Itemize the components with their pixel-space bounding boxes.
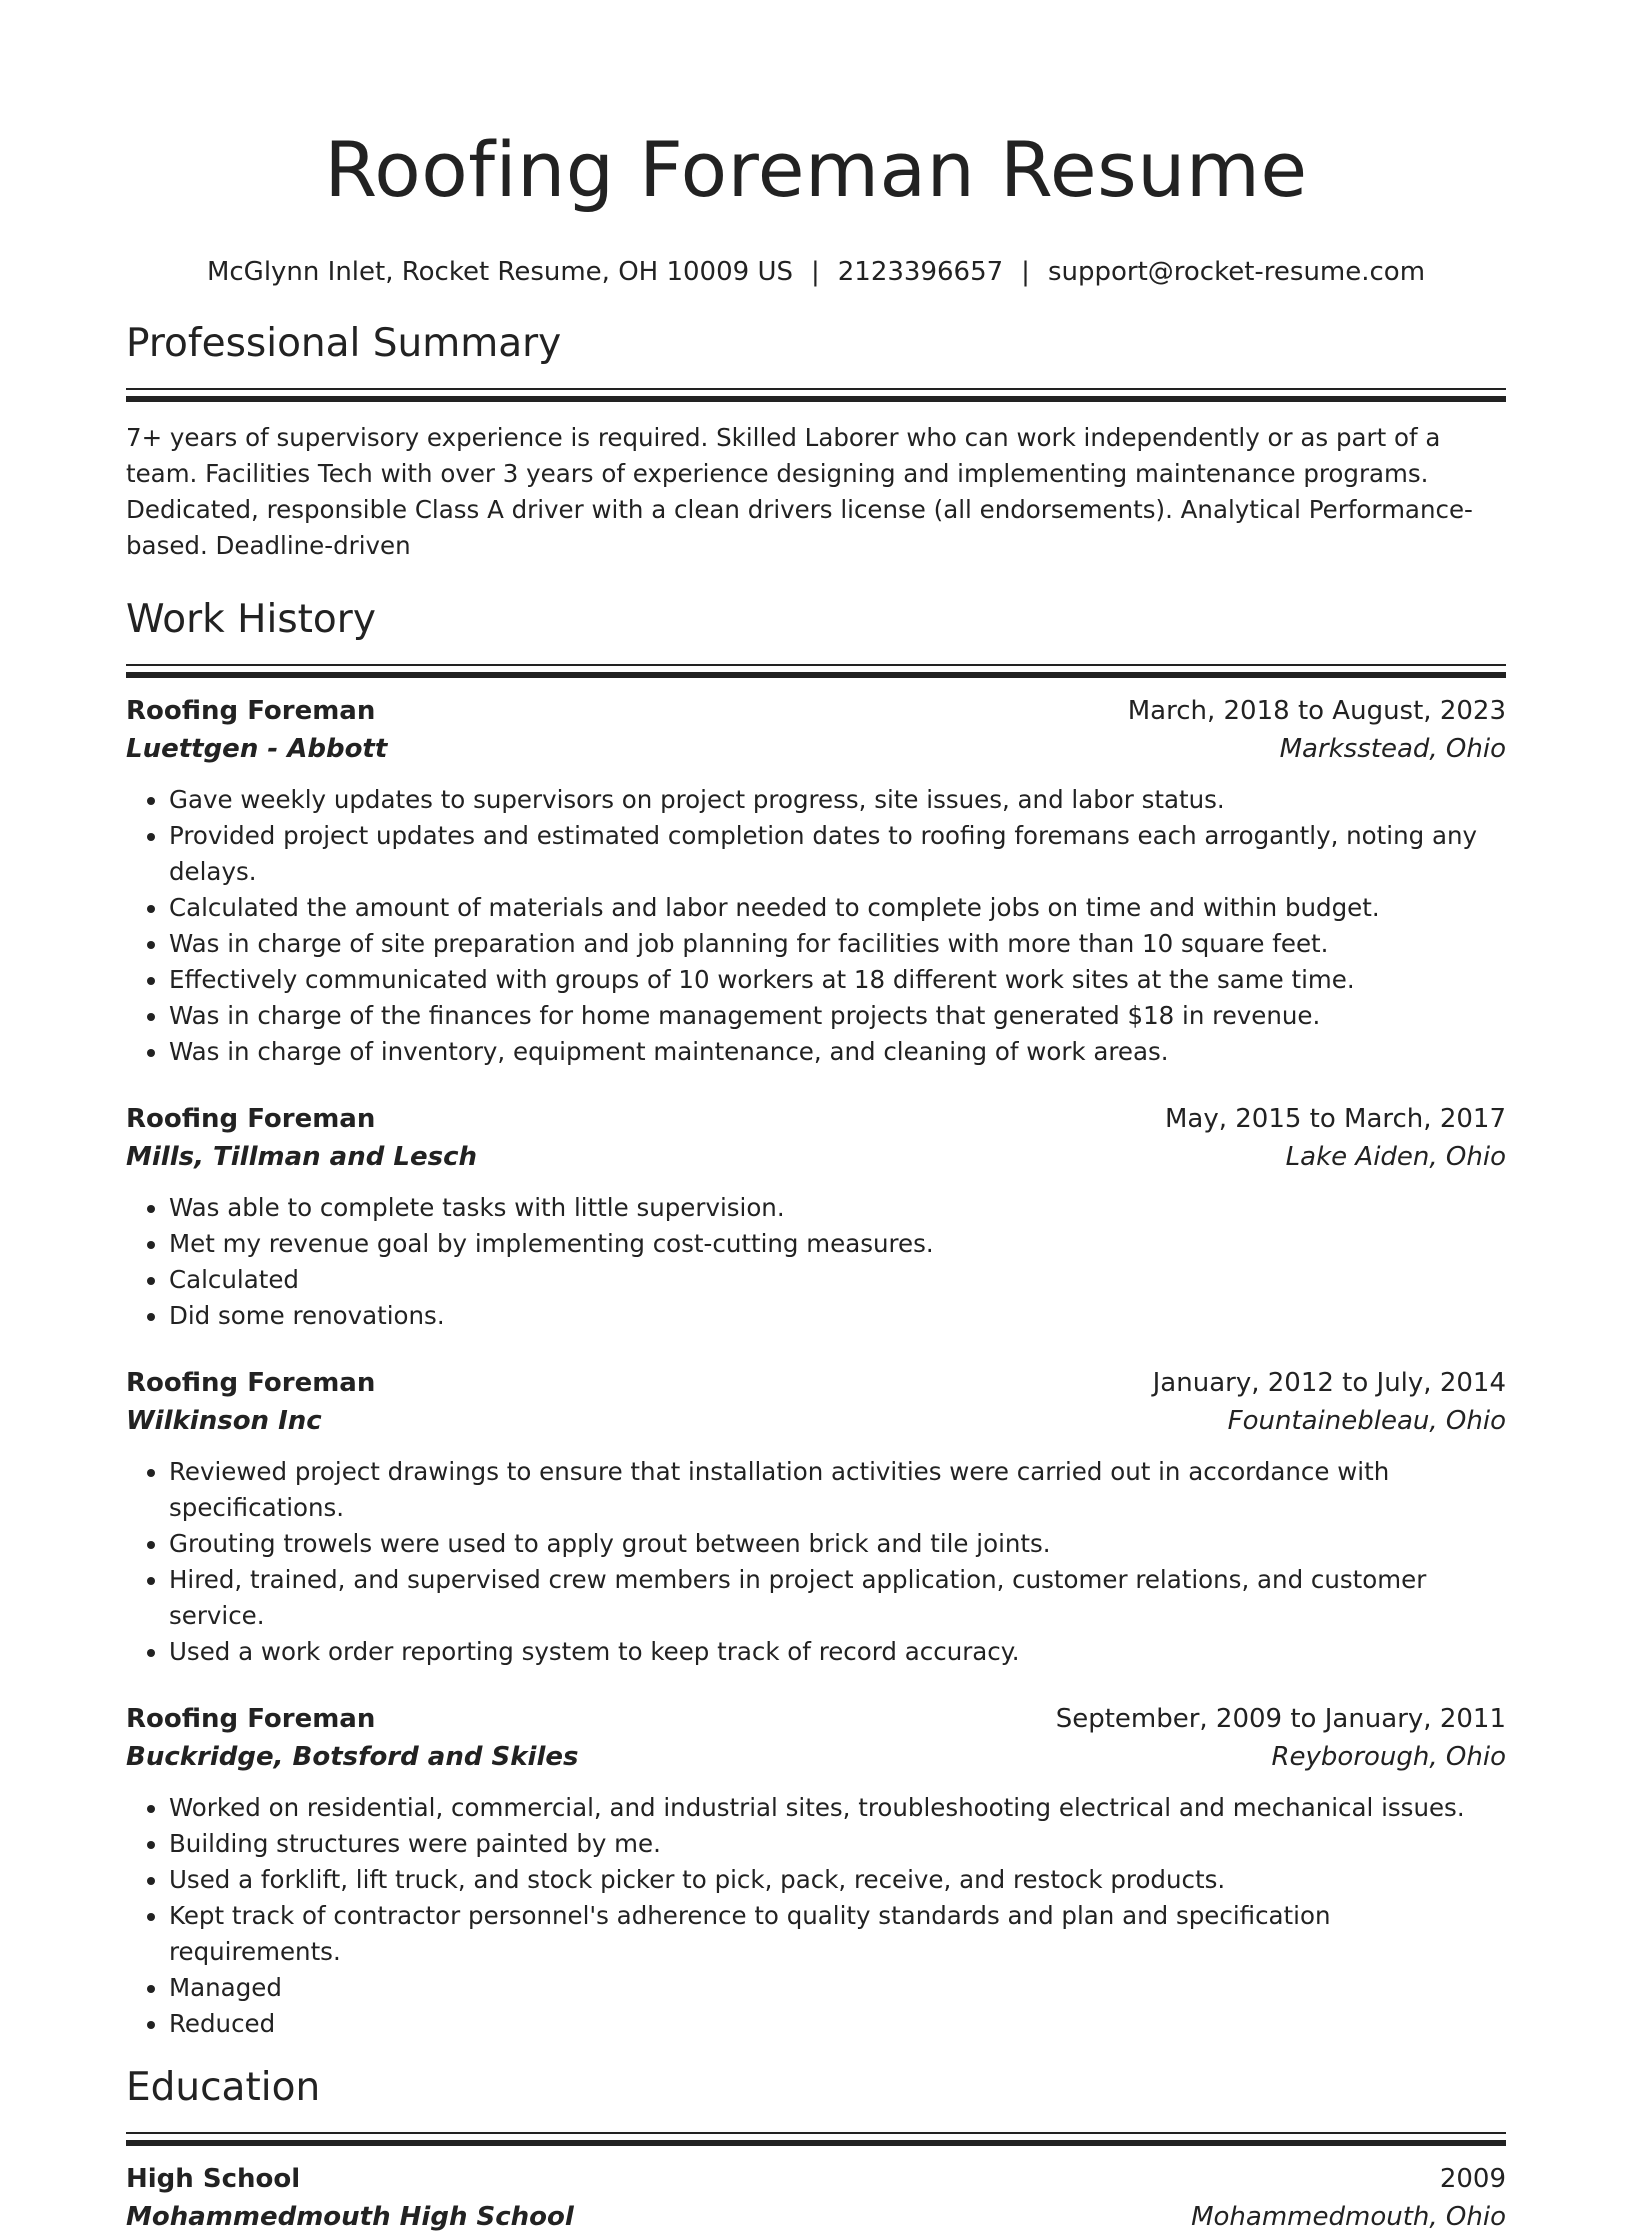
job-subheader xyxy=(126,1402,1506,1440)
job-header xyxy=(126,1700,1506,1738)
job-bullet: • Reduced xyxy=(169,2006,1506,2042)
education-subheader xyxy=(126,2198,1506,2236)
job-company: Wilkinson Inc xyxy=(126,1406,322,1436)
job-bullet: • Calculated xyxy=(169,1262,1506,1298)
job-location: Reyborough, Ohio xyxy=(1271,1742,1506,1772)
job-bullets xyxy=(126,1454,1506,1670)
job-title: Roofing Foreman xyxy=(126,1704,376,1734)
job-bullet: • Worked on residential, commercial, and industrial sites, troubleshooting electrical and mechanical issues. xyxy=(169,1790,1506,1826)
education-header xyxy=(126,2160,1506,2198)
job-location: Marksstead, Ohio xyxy=(1279,734,1506,764)
summary-section xyxy=(126,318,1506,564)
job-header xyxy=(126,1100,1506,1138)
contact-phone: 2123396657 xyxy=(837,257,1004,287)
job-bullet: • Met my revenue goal by implementing cost-cutting measures. xyxy=(169,1226,1506,1262)
job-title: Roofing Foreman xyxy=(126,1368,376,1398)
job-bullet: • Kept track of contractor personnel's adherence to quality standards and plan and specification requirements. xyxy=(169,1898,1506,1970)
job-bullet: • Hired, trained, and supervised crew members in project application, customer relations, and customer service. xyxy=(169,1562,1506,1634)
job-bullets xyxy=(126,1790,1506,2042)
job-entry xyxy=(126,1700,1506,2042)
section-divider xyxy=(126,388,1506,400)
job-entry xyxy=(126,1364,1506,1670)
job-header xyxy=(126,692,1506,730)
job-subheader xyxy=(126,1738,1506,1776)
education-entry xyxy=(126,2160,1506,2236)
section-heading-summary: Professional Summary xyxy=(126,321,562,366)
job-bullet: • Provided project updates and estimated completion dates to roofing foremans each arrogantly, noting any delays. xyxy=(169,818,1506,890)
job-bullets xyxy=(126,782,1506,1070)
job-company: Luettgen - Abbott xyxy=(126,734,388,764)
contact-address: McGlynn Inlet, Rocket Resume, OH 10009 US xyxy=(206,257,793,287)
job-subheader xyxy=(126,1138,1506,1176)
contact-separator: | xyxy=(810,257,820,287)
job-bullet: • Reviewed project drawings to ensure that installation activities were carried out in accordance with specifications. xyxy=(169,1454,1506,1526)
job-bullet: • Was able to complete tasks with little supervision. xyxy=(169,1190,1506,1226)
section-divider xyxy=(126,664,1506,676)
job-dates: September, 2009 to January, 2011 xyxy=(1055,1704,1506,1734)
job-bullet: • Was in charge of site preparation and job planning for facilities with more than 10 square feet. xyxy=(169,926,1506,962)
job-bullet: • Grouting trowels were used to apply grout between brick and tile joints. xyxy=(169,1526,1506,1562)
job-bullet: • Effectively communicated with groups of 10 workers at 18 different work sites at the same time. xyxy=(169,962,1506,998)
job-bullet: • Building structures were painted by me. xyxy=(169,1826,1506,1862)
job-dates: January, 2012 to July, 2014 xyxy=(1152,1368,1506,1398)
contact-separator: | xyxy=(1021,257,1030,287)
job-bullet: • Did some renovations. xyxy=(169,1298,1506,1334)
job-company: Buckridge, Botsford and Skiles xyxy=(126,1742,579,1772)
section-heading-education: Education xyxy=(126,2065,321,2110)
resume-title: Roofing Foreman Resume xyxy=(324,125,1308,214)
job-bullet: • Used a forklift, lift truck, and stock picker to pick, pack, receive, and restock products. xyxy=(169,1862,1506,1898)
job-entry xyxy=(126,1100,1506,1334)
work-history-section xyxy=(126,594,1506,2042)
job-subheader xyxy=(126,730,1506,768)
job-bullet: • Calculated the amount of materials and labor needed to complete jobs on time and within budget. xyxy=(169,890,1506,926)
job-title: Roofing Foreman xyxy=(126,1104,376,1134)
education-location: Mohammedmouth, Ohio xyxy=(1191,2202,1506,2232)
education-school: Mohammedmouth High School xyxy=(126,2202,574,2232)
section-heading-work-history: Work History xyxy=(126,597,376,642)
job-entry xyxy=(126,692,1506,1070)
job-header xyxy=(126,1364,1506,1402)
summary-text: 7+ years of supervisory experience is required. Skilled Laborer who can work independently or as part of a team. Facilities Tech with over 3 years of experience designing and implementing maintenance programs. Dedicated, responsible Class A driver with a clean drivers license (all endorsements). Analytical Performance-based. Deadline-driven xyxy=(126,423,1473,560)
job-dates: May, 2015 to March, 2017 xyxy=(1164,1104,1506,1134)
contact-line xyxy=(126,254,1506,290)
education-degree: High School xyxy=(126,2164,301,2194)
job-location: Fountainebleau, Ohio xyxy=(1227,1406,1506,1436)
job-company: Mills, Tillman and Lesch xyxy=(126,1142,477,1172)
job-bullet: • Was in charge of inventory, equipment maintenance, and cleaning of work areas. xyxy=(169,1034,1506,1070)
job-title: Roofing Foreman xyxy=(126,696,376,726)
job-location: Lake Aiden, Ohio xyxy=(1285,1142,1506,1172)
education-section xyxy=(126,2062,1506,2236)
job-bullet: • Managed xyxy=(169,1970,1506,2006)
job-bullet: • Used a work order reporting system to keep track of record accuracy. xyxy=(169,1634,1506,1670)
education-year: 2009 xyxy=(1439,2164,1506,2194)
job-bullet: • Gave weekly updates to supervisors on project progress, site issues, and labor status. xyxy=(169,782,1506,818)
job-bullets xyxy=(126,1190,1506,1334)
section-divider xyxy=(126,2132,1506,2144)
contact-email: support@rocket-resume.com xyxy=(1047,257,1426,287)
job-bullet: • Was in charge of the finances for home management projects that generated $18 in revenue. xyxy=(169,998,1506,1034)
job-dates: March, 2018 to August, 2023 xyxy=(1127,696,1506,726)
